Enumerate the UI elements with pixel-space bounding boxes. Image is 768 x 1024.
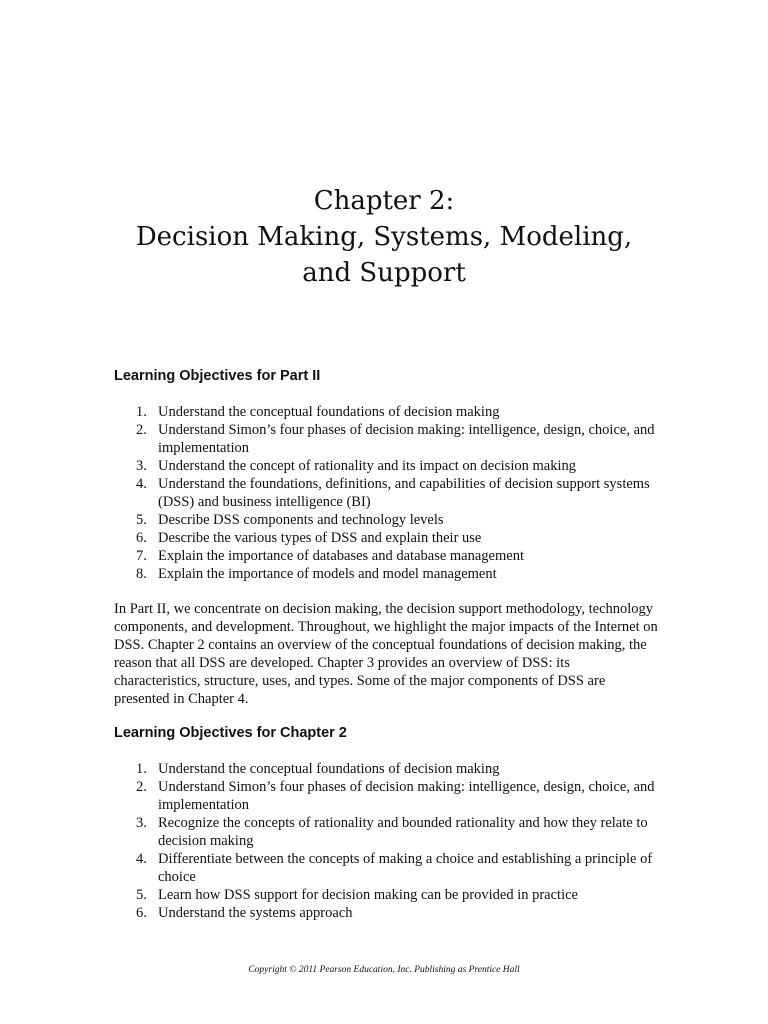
list-item-number: 5.	[136, 512, 147, 528]
copyright-footer: Copyright © 2011 Pearson Education, Inc. Publishing as Prentice Hall	[248, 965, 520, 975]
chapter-title-line-3: and Support	[302, 258, 466, 288]
list-item-text: Explain the importance of databases and database management	[158, 548, 524, 564]
list-item	[114, 760, 674, 778]
chapter-title	[0, 183, 768, 291]
list-item-number: 4.	[136, 851, 147, 867]
list-item	[114, 511, 674, 529]
list-item-text: Understand the foundations, definitions, and capabilities of decision support systems (DSS) and business intelligence (BI)	[158, 476, 650, 510]
list-item-number: 4.	[136, 476, 147, 492]
chapter-title-line-1: Chapter 2:	[313, 186, 455, 216]
list-item-text: Understand the conceptual foundations of decision making	[158, 761, 500, 777]
list-item-number: 1.	[136, 404, 147, 420]
list-item	[114, 814, 674, 850]
list-item-number: 2.	[136, 422, 147, 438]
list-item	[114, 565, 674, 583]
list-item	[114, 850, 674, 886]
list-item-text: Understand the concept of rationality and its impact on decision making	[158, 458, 576, 474]
list-item-text: Recognize the concepts of rationality and bounded rationality and how they relate to decision making	[158, 815, 648, 849]
list-item	[114, 778, 674, 814]
list-item-text: Differentiate between the concepts of making a choice and establishing a principle of choice	[158, 851, 653, 885]
list-item-number: 7.	[136, 548, 147, 564]
part2-objectives-list	[114, 403, 674, 583]
list-item-text: Understand the conceptual foundations of decision making	[158, 404, 500, 420]
list-item-number: 2.	[136, 779, 147, 795]
list-item	[114, 403, 674, 421]
list-item	[114, 547, 674, 565]
list-item	[114, 475, 674, 511]
list-item-text: Understand Simon’s four phases of decision making: intelligence, design, choice, and implementation	[158, 779, 655, 813]
list-item-number: 5.	[136, 887, 147, 903]
list-item-number: 3.	[136, 458, 147, 474]
list-item	[114, 457, 674, 475]
list-item	[114, 886, 674, 904]
list-item	[114, 904, 674, 922]
list-item-number: 8.	[136, 566, 147, 582]
list-item-text: Learn how DSS support for decision making can be provided in practice	[158, 887, 578, 903]
list-item	[114, 421, 674, 457]
list-item-text: Understand the systems approach	[158, 905, 353, 921]
list-item-text: Understand Simon’s four phases of decision making: intelligence, design, choice, and implementation	[158, 422, 655, 456]
list-item-text: Describe DSS components and technology levels	[158, 512, 444, 528]
list-item-number: 3.	[136, 815, 147, 831]
part2-objectives-heading: Learning Objectives for Part II	[114, 368, 321, 384]
list-item-text: Explain the importance of models and model management	[158, 566, 497, 582]
list-item-number: 6.	[136, 530, 147, 546]
list-item	[114, 529, 674, 547]
chapter2-objectives-list	[114, 760, 674, 922]
list-item-text: Describe the various types of DSS and explain their use	[158, 530, 482, 546]
chapter-title-line-2: Decision Making, Systems, Modeling,	[135, 222, 633, 252]
list-item-number: 6.	[136, 905, 147, 921]
chapter2-objectives-heading: Learning Objectives for Chapter 2	[114, 725, 347, 741]
list-item-number: 1.	[136, 761, 147, 777]
part2-intro-paragraph: In Part II, we concentrate on decision making, the decision support methodology, technology components, and development. Throughout, we highlight the major impacts of the Internet on DSS. Chapter 2 contains an overview of the conceptual foundations of decision making, the reason that all DSS are developed. Chapter 3 provides an overview of DSS: its characteristics, structure, uses, and types. Some of the major components of DSS are presented in Chapter 4.	[114, 601, 658, 707]
